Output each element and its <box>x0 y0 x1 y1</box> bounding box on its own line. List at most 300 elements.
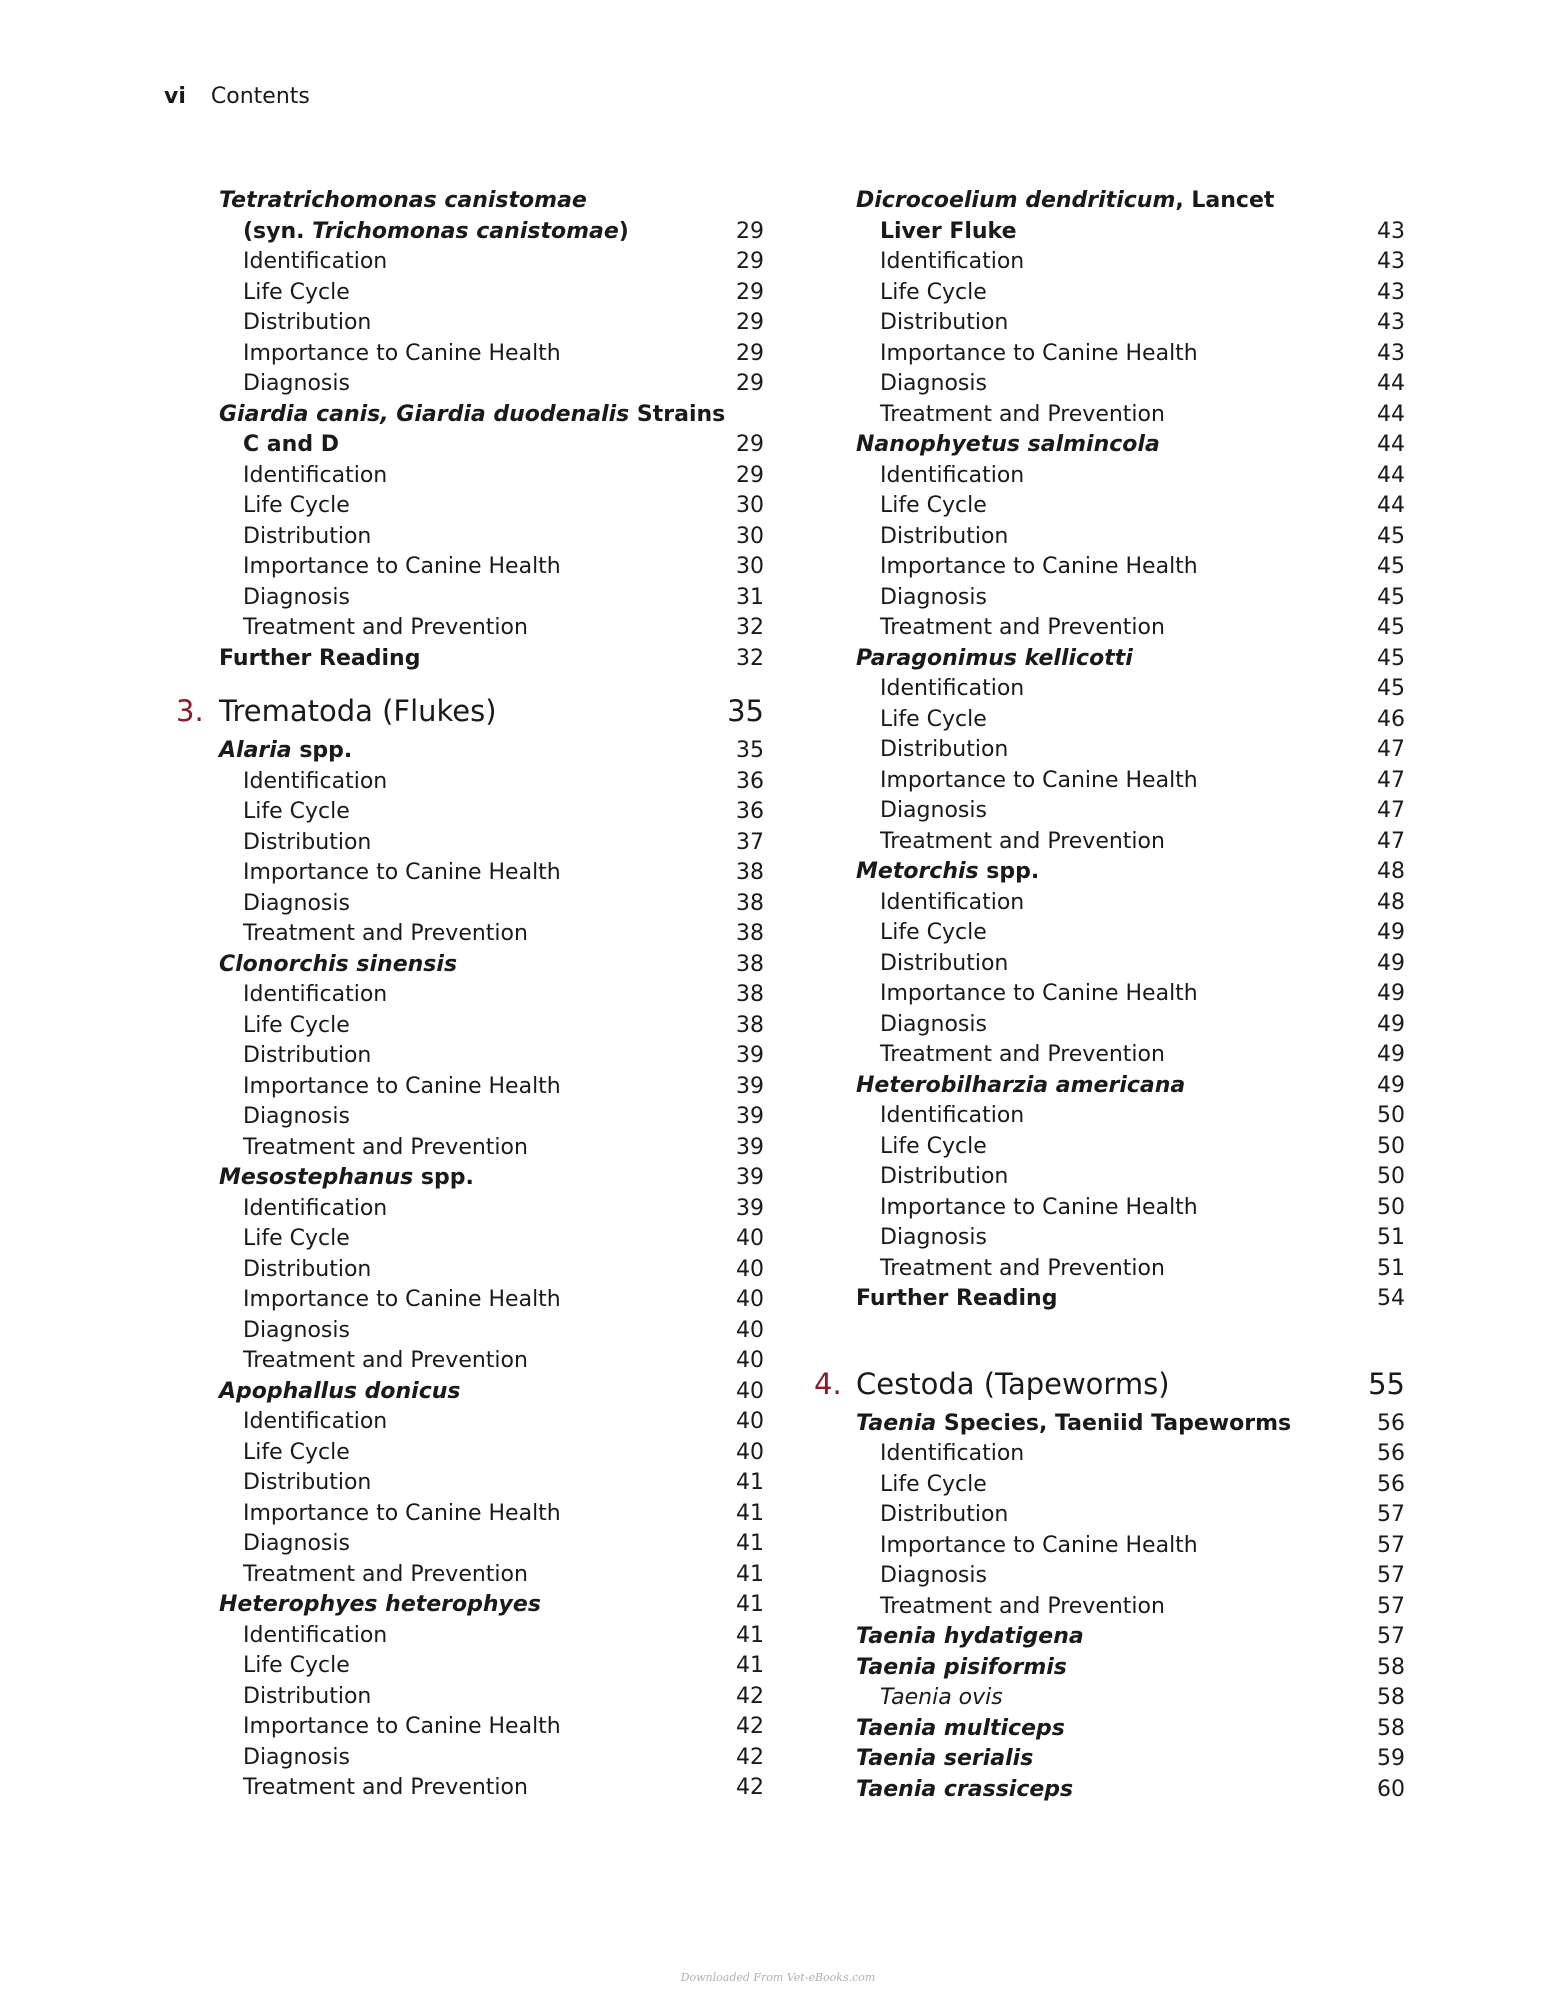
entry-title: Life Cycle <box>243 1439 350 1465</box>
toc-subentry[interactable] <box>164 858 764 889</box>
entry-title: Life Cycle <box>880 920 987 945</box>
entry-title: Treatment and Prevention <box>243 615 528 640</box>
toc-entry[interactable] <box>801 857 1405 888</box>
entry-page-number: 41 <box>736 1500 764 1526</box>
entry-title: Distribution <box>243 523 372 549</box>
toc-subentry[interactable] <box>164 1468 764 1499</box>
entry-page-number: 38 <box>736 890 764 916</box>
toc-subentry[interactable] <box>801 278 1405 309</box>
toc-entry[interactable] <box>164 950 764 981</box>
entry-page-number: 39 <box>736 1043 764 1068</box>
toc-subentry[interactable] <box>164 1499 764 1530</box>
entry-page-number: 56 <box>1377 1471 1405 1497</box>
entry-page-number: 39 <box>736 1195 764 1221</box>
toc-subentry[interactable] <box>164 1255 764 1286</box>
toc-subentry[interactable] <box>801 1500 1405 1531</box>
entry-page-number: 45 <box>1377 554 1405 579</box>
entry-page-number: 49 <box>1377 1042 1405 1067</box>
entry-title: Treatment and Prevention <box>243 1134 528 1160</box>
toc-subentry[interactable] <box>164 1041 764 1072</box>
toc-entry[interactable] <box>801 430 1405 461</box>
toc-subentry[interactable] <box>164 1560 764 1591</box>
entry-page-number: 35 <box>736 738 764 763</box>
entry-title: Liver Fluke <box>880 218 1017 244</box>
entry-title: Treatment and Prevention <box>880 1255 1165 1281</box>
entry-title: Life Cycle <box>243 1226 350 1251</box>
toc-subentry[interactable] <box>164 369 764 400</box>
chapter-title: Trematoda (Flukes) <box>219 694 497 728</box>
toc-subentry[interactable] <box>801 552 1405 583</box>
chapter-page-number: 55 <box>1368 1366 1405 1401</box>
toc-subentry[interactable] <box>164 278 764 309</box>
toc-subentry[interactable] <box>801 1162 1405 1193</box>
toc-subentry[interactable] <box>801 1683 1405 1714</box>
entry-page-number: 40 <box>736 1378 764 1404</box>
entry-title: Diagnosis <box>880 1563 987 1588</box>
toc-subentry[interactable] <box>164 1682 764 1713</box>
toc-subentry[interactable] <box>164 889 764 920</box>
entry-page-number: 29 <box>736 371 764 396</box>
entry-title: Heterophyes heterophyes <box>219 1592 541 1617</box>
entry-page-number: 50 <box>1377 1133 1405 1159</box>
toc-subentry[interactable] <box>801 979 1405 1010</box>
toc-subentry[interactable] <box>164 308 764 339</box>
toc-entry[interactable] <box>801 217 1405 248</box>
entry-page-number: 32 <box>736 615 764 640</box>
entry-page-number: 40 <box>736 1409 764 1434</box>
entry-title: Taenia multiceps <box>856 1715 1065 1741</box>
chapter-title: Cestoda (Tapeworms) <box>856 1366 1170 1401</box>
toc-subentry[interactable] <box>801 583 1405 614</box>
entry-page-number: 44 <box>1377 401 1405 427</box>
toc-subentry[interactable] <box>164 522 764 553</box>
entry-title: Apophallus donicus <box>219 1378 461 1404</box>
entry-title: Tetratrichomonas canistomae <box>219 188 587 213</box>
entry-title: Diagnosis <box>880 371 987 396</box>
entry-title: Nanophyetus salmincola <box>856 432 1160 457</box>
entry-page-number: 40 <box>736 1256 764 1282</box>
entry-page-number: 43 <box>1377 218 1405 244</box>
entry-title: Life Cycle <box>243 1653 350 1678</box>
entry-title: Importance to Canine Health <box>880 981 1198 1006</box>
toc-subentry[interactable] <box>164 1773 764 1804</box>
entry-title: Importance to Canine Health <box>243 1073 561 1099</box>
entry-page-number: 48 <box>1377 889 1405 915</box>
toc-entry[interactable] <box>801 1409 1405 1440</box>
toc-entry[interactable] <box>164 217 764 248</box>
entry-title: Giardia canis, Giardia duodenalis Strains <box>219 401 726 427</box>
toc-subentry[interactable] <box>801 796 1405 827</box>
entry-page-number: 39 <box>736 1073 764 1099</box>
toc-subentry[interactable] <box>801 339 1405 370</box>
toc-subentry[interactable] <box>164 919 764 950</box>
entry-title: Mesostephanus spp. <box>219 1165 474 1190</box>
entry-title: Alaria spp. <box>219 738 353 763</box>
entry-page-number: 57 <box>1377 1624 1405 1649</box>
toc-subentry[interactable] <box>801 491 1405 522</box>
toc-subentry[interactable] <box>801 1193 1405 1224</box>
toc-entry[interactable] <box>164 430 764 461</box>
entry-title: Importance to Canine Health <box>243 1714 561 1739</box>
entry-title: Diagnosis <box>880 584 987 610</box>
toc-subentry[interactable] <box>164 1621 764 1652</box>
entry-title: Distribution <box>880 310 1009 335</box>
toc-entry[interactable] <box>801 644 1405 675</box>
entry-page-number: 42 <box>736 1714 764 1739</box>
entry-page-number: 43 <box>1377 340 1405 366</box>
entry-title: Taenia serialis <box>856 1746 1034 1771</box>
entry-title: Importance to Canine Health <box>243 1500 561 1526</box>
toc-column-left <box>164 186 764 1804</box>
toc-subentry[interactable] <box>801 705 1405 736</box>
toc-entry[interactable] <box>801 1714 1405 1745</box>
entry-title: Metorchis spp. <box>856 859 1040 884</box>
toc-subentry[interactable] <box>164 1072 764 1103</box>
entry-title: Dicrocoelium dendriticum, Lancet <box>856 188 1275 213</box>
entry-title: Distribution <box>243 310 372 335</box>
toc-entry[interactable] <box>164 736 764 767</box>
toc-subentry[interactable] <box>164 828 764 859</box>
entry-page-number: 40 <box>736 1317 764 1343</box>
entry-page-number: 41 <box>736 1531 764 1556</box>
toc-entry[interactable] <box>164 400 764 431</box>
entry-page-number: 29 <box>736 340 764 366</box>
entry-title: Identification <box>243 982 388 1007</box>
entry-title: Life Cycle <box>880 1471 987 1497</box>
entry-title: Importance to Canine Health <box>243 340 561 366</box>
entry-title: Life Cycle <box>243 493 350 518</box>
toc-subentry[interactable] <box>164 1712 764 1743</box>
entry-page-number: 58 <box>1377 1685 1405 1710</box>
toc-subentry[interactable] <box>164 797 764 828</box>
toc-subentry[interactable] <box>801 308 1405 339</box>
entry-title: Identification <box>243 768 388 794</box>
entry-page-number: 41 <box>736 1592 764 1617</box>
entry-title: Taenia Species, Taeniid Tapeworms <box>856 1410 1292 1436</box>
toc-subentry[interactable] <box>164 767 764 798</box>
entry-title: Importance to Canine Health <box>880 340 1198 366</box>
entry-title: Distribution <box>880 1502 1009 1527</box>
entry-title: Identification <box>880 889 1025 915</box>
toc-entry[interactable] <box>164 644 764 675</box>
toc-column-right <box>801 186 1405 1805</box>
toc-entry[interactable] <box>801 1284 1405 1315</box>
entry-title: Taenia pisiformis <box>856 1654 1067 1680</box>
entry-title: Importance to Canine Health <box>243 1287 561 1312</box>
entry-page-number: 45 <box>1377 523 1405 549</box>
entry-page-number: 36 <box>736 799 764 824</box>
entry-page-number: 47 <box>1377 798 1405 823</box>
entry-page-number: 40 <box>736 1287 764 1312</box>
entry-page-number: 29 <box>736 218 764 244</box>
entry-page-number: 45 <box>1377 645 1405 671</box>
chapter-number: 3. <box>176 694 204 728</box>
entry-title: Treatment and Prevention <box>880 828 1165 854</box>
entry-title: Diagnosis <box>243 1531 350 1556</box>
entry-page-number: 42 <box>736 1683 764 1709</box>
entry-title: Distribution <box>243 1043 372 1068</box>
entry-title: Clonorchis sinensis <box>219 951 458 977</box>
toc-subentry[interactable] <box>801 949 1405 980</box>
chapter-page-number: 35 <box>727 694 764 728</box>
entry-page-number: 41 <box>736 1653 764 1678</box>
toc-subentry[interactable] <box>801 1561 1405 1592</box>
entry-title: Importance to Canine Health <box>880 767 1198 793</box>
entry-page-number: 30 <box>736 493 764 518</box>
entry-page-number: 38 <box>736 951 764 977</box>
toc-subentry[interactable] <box>801 1101 1405 1132</box>
entry-title: Diagnosis <box>243 890 350 916</box>
entry-page-number: 49 <box>1377 950 1405 976</box>
entry-title: Diagnosis <box>243 371 350 396</box>
entry-title: C and D <box>243 432 339 457</box>
toc-subentry[interactable] <box>801 827 1405 858</box>
entry-title: Identification <box>880 676 1025 701</box>
entry-page-number: 44 <box>1377 371 1405 396</box>
entry-title: Diagnosis <box>243 1744 350 1770</box>
toc-entry[interactable] <box>801 1622 1405 1653</box>
toc-subentry[interactable] <box>801 1592 1405 1623</box>
running-head-title: Contents <box>210 84 310 109</box>
entry-title: Distribution <box>880 523 1009 549</box>
toc-entry[interactable] <box>801 1775 1405 1806</box>
toc-subentry[interactable] <box>801 766 1405 797</box>
entry-page-number: 29 <box>736 279 764 305</box>
toc-entry[interactable] <box>801 186 1405 217</box>
toc-chapter-heading[interactable] <box>801 1361 1405 1407</box>
entry-title: Further Reading <box>856 1286 1058 1311</box>
toc-subentry[interactable] <box>164 1285 764 1316</box>
entry-page-number: 50 <box>1377 1103 1405 1128</box>
entry-page-number: 45 <box>1377 584 1405 610</box>
entry-page-number: 32 <box>736 645 764 671</box>
toc-subentry[interactable] <box>801 247 1405 278</box>
entry-title: (syn. Trichomonas canistomae) <box>243 218 629 244</box>
toc-subentry[interactable] <box>164 1133 764 1164</box>
toc-subentry[interactable] <box>164 1651 764 1682</box>
entry-page-number: 30 <box>736 554 764 579</box>
entry-title: Identification <box>243 249 388 274</box>
entry-title: Importance to Canine Health <box>880 1532 1198 1558</box>
entry-title: Distribution <box>880 1164 1009 1189</box>
entry-page-number: 43 <box>1377 310 1405 335</box>
toc-entry[interactable] <box>801 1744 1405 1775</box>
toc-subentry[interactable] <box>164 1102 764 1133</box>
entry-page-number: 56 <box>1377 1441 1405 1466</box>
entry-page-number: 31 <box>736 584 764 610</box>
running-head <box>164 84 310 109</box>
toc-entry[interactable] <box>164 1163 764 1194</box>
entry-title: Importance to Canine Health <box>243 860 561 885</box>
toc-subentry[interactable] <box>801 674 1405 705</box>
entry-page-number: 47 <box>1377 767 1405 793</box>
entry-title: Treatment and Prevention <box>880 615 1165 640</box>
entry-page-number: 29 <box>736 432 764 457</box>
entry-page-number: 51 <box>1377 1255 1405 1281</box>
entry-page-number: 42 <box>736 1744 764 1770</box>
entry-title: Importance to Canine Health <box>880 554 1198 579</box>
toc-subentry[interactable] <box>801 735 1405 766</box>
entry-title: Distribution <box>243 1256 372 1282</box>
entry-title: Diagnosis <box>880 1011 987 1037</box>
toc-subentry[interactable] <box>164 552 764 583</box>
entry-title: Heterobilharzia americana <box>856 1072 1186 1098</box>
toc-subentry[interactable] <box>164 1316 764 1347</box>
toc-subentry[interactable] <box>801 461 1405 492</box>
entry-page-number: 37 <box>736 829 764 855</box>
entry-page-number: 40 <box>736 1226 764 1251</box>
toc-subentry[interactable] <box>801 888 1405 919</box>
entry-page-number: 43 <box>1377 249 1405 274</box>
toc-subentry[interactable] <box>164 247 764 278</box>
entry-page-number: 47 <box>1377 828 1405 854</box>
entry-title: Taenia ovis <box>880 1685 1003 1710</box>
entry-title: Life Cycle <box>243 799 350 824</box>
entry-page-number: 39 <box>736 1104 764 1129</box>
entry-page-number: 43 <box>1377 279 1405 305</box>
toc-subentry[interactable] <box>801 1132 1405 1163</box>
entry-title: Life Cycle <box>880 279 987 305</box>
entry-title: Treatment and Prevention <box>880 1042 1165 1067</box>
toc-subentry[interactable] <box>164 613 764 644</box>
entry-page-number: 40 <box>736 1348 764 1373</box>
toc-subentry[interactable] <box>164 491 764 522</box>
entry-title: Identification <box>243 462 388 488</box>
entry-page-number: 29 <box>736 249 764 274</box>
entry-title: Importance to Canine Health <box>880 1194 1198 1220</box>
entry-page-number: 57 <box>1377 1563 1405 1588</box>
entry-title: Distribution <box>880 950 1009 976</box>
entry-title: Treatment and Prevention <box>243 1348 528 1373</box>
entry-title: Identification <box>243 1409 388 1434</box>
entry-page-number: 57 <box>1377 1502 1405 1527</box>
chapter-number: 4. <box>814 1366 842 1401</box>
download-watermark: Downloaded From Vet-eBooks.com <box>680 1971 876 1984</box>
toc-subentry[interactable] <box>164 1011 764 1042</box>
toc-subentry[interactable] <box>164 1194 764 1225</box>
entry-page-number: 41 <box>736 1622 764 1648</box>
toc-subentry[interactable] <box>801 400 1405 431</box>
toc-subentry[interactable] <box>164 461 764 492</box>
entry-page-number: 49 <box>1377 920 1405 945</box>
toc-entry[interactable] <box>164 1377 764 1408</box>
entry-page-number: 30 <box>736 523 764 549</box>
toc-entry[interactable] <box>164 186 764 217</box>
entry-page-number: 57 <box>1377 1593 1405 1619</box>
toc-subentry[interactable] <box>801 1439 1405 1470</box>
entry-page-number: 51 <box>1377 1225 1405 1250</box>
toc-subentry[interactable] <box>164 980 764 1011</box>
entry-page-number: 47 <box>1377 737 1405 762</box>
toc-subentry[interactable] <box>164 1438 764 1469</box>
entry-title: Distribution <box>243 1683 372 1709</box>
toc-subentry[interactable] <box>164 1346 764 1377</box>
entry-page-number: 29 <box>736 310 764 335</box>
toc-subentry[interactable] <box>801 1254 1405 1285</box>
entry-title: Diagnosis <box>880 1225 987 1250</box>
entry-title: Life Cycle <box>880 706 987 732</box>
entry-page-number: 54 <box>1377 1286 1405 1311</box>
entry-title: Diagnosis <box>243 1104 350 1129</box>
entry-title: Life Cycle <box>243 279 350 305</box>
entry-page-number: 57 <box>1377 1532 1405 1558</box>
entry-title: Treatment and Prevention <box>880 1593 1165 1619</box>
toc-entry[interactable] <box>801 1071 1405 1102</box>
toc-subentry[interactable] <box>801 369 1405 400</box>
entry-page-number: 41 <box>736 1470 764 1495</box>
entry-title: Distribution <box>243 829 372 855</box>
entry-page-number: 38 <box>736 921 764 946</box>
entry-page-number: 50 <box>1377 1194 1405 1220</box>
entry-title: Life Cycle <box>880 493 987 518</box>
entry-page-number: 46 <box>1377 706 1405 732</box>
entry-page-number: 41 <box>736 1561 764 1587</box>
entry-page-number: 39 <box>736 1134 764 1160</box>
toc-subentry[interactable] <box>164 583 764 614</box>
entry-title: Taenia hydatigena <box>856 1624 1084 1649</box>
toc-subentry[interactable] <box>801 918 1405 949</box>
entry-title: Identification <box>880 249 1025 274</box>
entry-title: Distribution <box>880 737 1009 762</box>
toc-subentry[interactable] <box>164 1743 764 1774</box>
toc-subentry[interactable] <box>801 522 1405 553</box>
entry-page-number: 49 <box>1377 981 1405 1006</box>
entry-title: Paragonimus kellicotti <box>856 645 1133 671</box>
entry-page-number: 40 <box>736 1439 764 1465</box>
toc-subentry[interactable] <box>801 613 1405 644</box>
entry-title: Life Cycle <box>880 1133 987 1159</box>
toc-entry[interactable] <box>801 1653 1405 1684</box>
entry-title: Diagnosis <box>880 798 987 823</box>
toc-subentry[interactable] <box>164 1407 764 1438</box>
entry-title: Importance to Canine Health <box>243 554 561 579</box>
toc-entry[interactable] <box>164 1590 764 1621</box>
entry-title: Treatment and Prevention <box>243 1775 528 1800</box>
toc-subentry[interactable] <box>801 1040 1405 1071</box>
entry-page-number: 38 <box>736 982 764 1007</box>
entry-title: Diagnosis <box>243 1317 350 1343</box>
entry-page-number: 38 <box>736 1012 764 1038</box>
entry-title: Treatment and Prevention <box>880 401 1165 427</box>
entry-page-number: 58 <box>1377 1715 1405 1741</box>
entry-page-number: 45 <box>1377 615 1405 640</box>
entry-title: Life Cycle <box>243 1012 350 1038</box>
entry-title: Further Reading <box>219 645 421 671</box>
entry-page-number: 44 <box>1377 432 1405 457</box>
entry-page-number: 44 <box>1377 462 1405 488</box>
entry-page-number: 45 <box>1377 676 1405 701</box>
entry-page-number: 48 <box>1377 859 1405 884</box>
toc-subentry[interactable] <box>164 339 764 370</box>
entry-page-number: 58 <box>1377 1654 1405 1680</box>
page-folio: vi <box>164 84 186 109</box>
toc-subentry[interactable] <box>801 1470 1405 1501</box>
entry-page-number: 39 <box>736 1165 764 1190</box>
entry-title: Diagnosis <box>243 584 350 610</box>
entry-page-number: 59 <box>1377 1746 1405 1771</box>
toc-subentry[interactable] <box>164 1529 764 1560</box>
entry-page-number: 56 <box>1377 1410 1405 1436</box>
entry-title: Identification <box>880 1103 1025 1128</box>
toc-subentry[interactable] <box>801 1010 1405 1041</box>
entry-page-number: 49 <box>1377 1072 1405 1098</box>
toc-subentry[interactable] <box>801 1531 1405 1562</box>
toc-subentry[interactable] <box>164 1224 764 1255</box>
entry-title: Taenia crassiceps <box>856 1776 1074 1802</box>
toc-chapter-heading[interactable] <box>164 688 764 734</box>
entry-page-number: 44 <box>1377 493 1405 518</box>
toc-subentry[interactable] <box>801 1223 1405 1254</box>
